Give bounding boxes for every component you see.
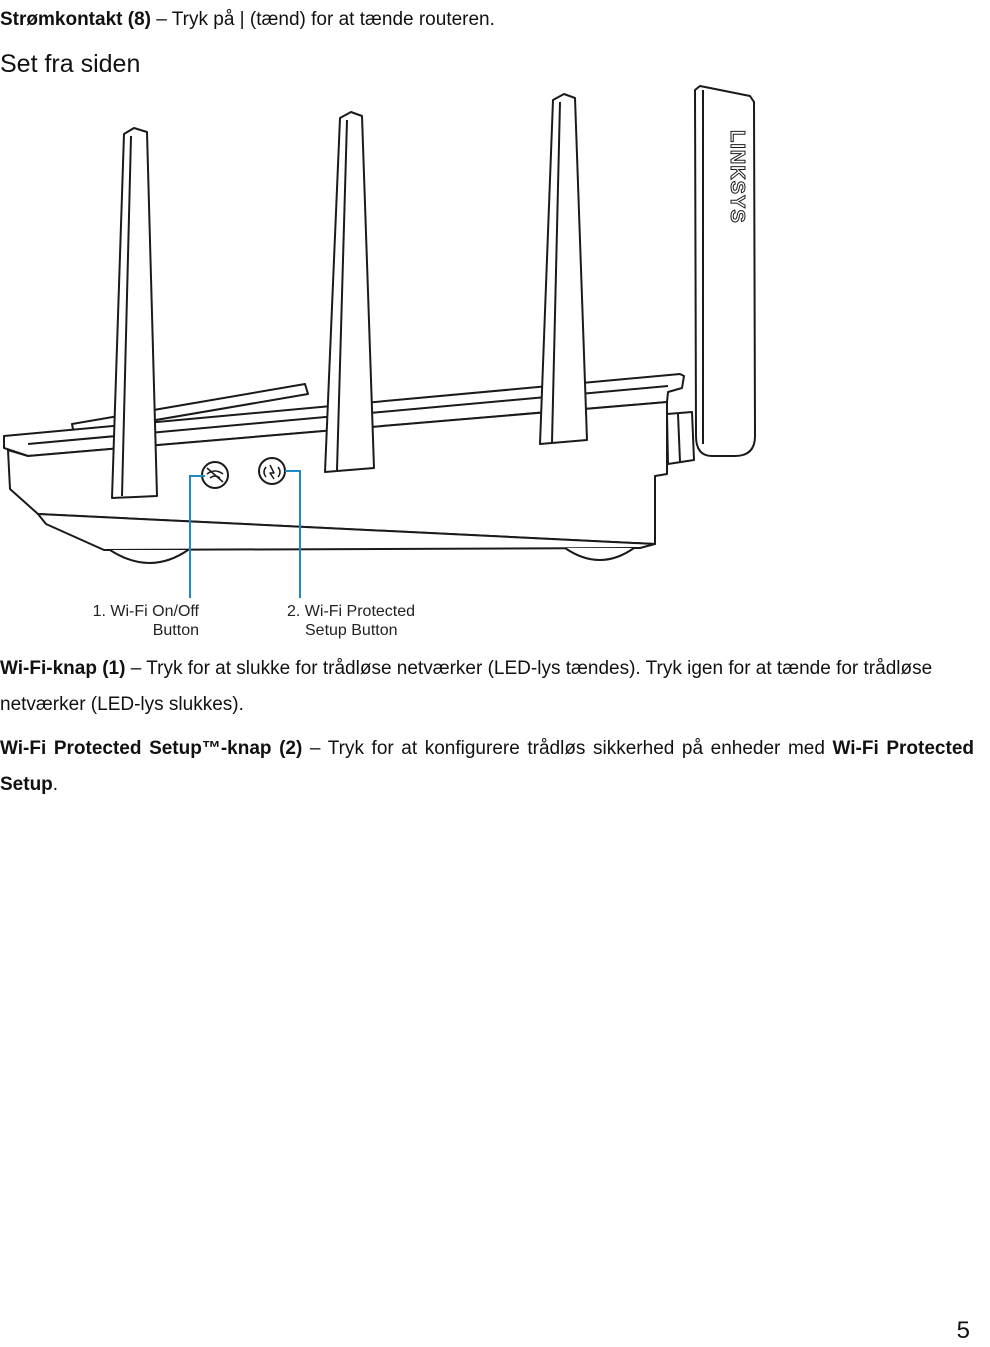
- callout-2-label-line1: 2. Wi-Fi Protected: [287, 603, 416, 620]
- power-text: – Tryk på | (tænd) for at tænde routeren.: [150, 9, 495, 30]
- wifi-button-description: [0, 651, 974, 723]
- wps-term: Wi-Fi Protected Setup™-knap (2): [0, 738, 303, 759]
- page-number: 5: [956, 1317, 970, 1344]
- wifi-term: Wi-Fi-knap (1): [0, 658, 126, 679]
- section-heading: Set fra siden: [0, 50, 141, 78]
- callout-2-label-line2: Setup Button: [305, 622, 398, 639]
- wifi-text: – Tryk for at slukke for trådløse netværker (LED-lys tændes). Tryk igen for at tænde for trådløse netværker (LED-lys slukkes).: [0, 658, 933, 715]
- callout-1-label-line2: Button: [152, 622, 199, 639]
- power-description: [0, 2, 974, 38]
- wps-button: [259, 458, 285, 484]
- wps-term-end: Wi-Fi Protected Setup: [0, 738, 974, 795]
- wps-text: – Tryk for at konfigurere trådløs sikkerhed på enheder med: [302, 738, 833, 759]
- callout-1-label-line1: 1. Wi-Fi On/Off: [92, 603, 199, 620]
- router-side-view-figure: [0, 84, 990, 644]
- antenna-1: [112, 128, 157, 498]
- power-term: Strømkontakt (8): [0, 9, 151, 30]
- antenna-2: [325, 112, 374, 472]
- router-foot-right: [565, 548, 634, 560]
- wps-button-description: [0, 731, 974, 803]
- router-foot-left: [110, 550, 188, 563]
- wps-text-end: .: [52, 774, 59, 795]
- linksys-logo: LINKSYS: [726, 130, 748, 224]
- antenna-3: [540, 94, 587, 444]
